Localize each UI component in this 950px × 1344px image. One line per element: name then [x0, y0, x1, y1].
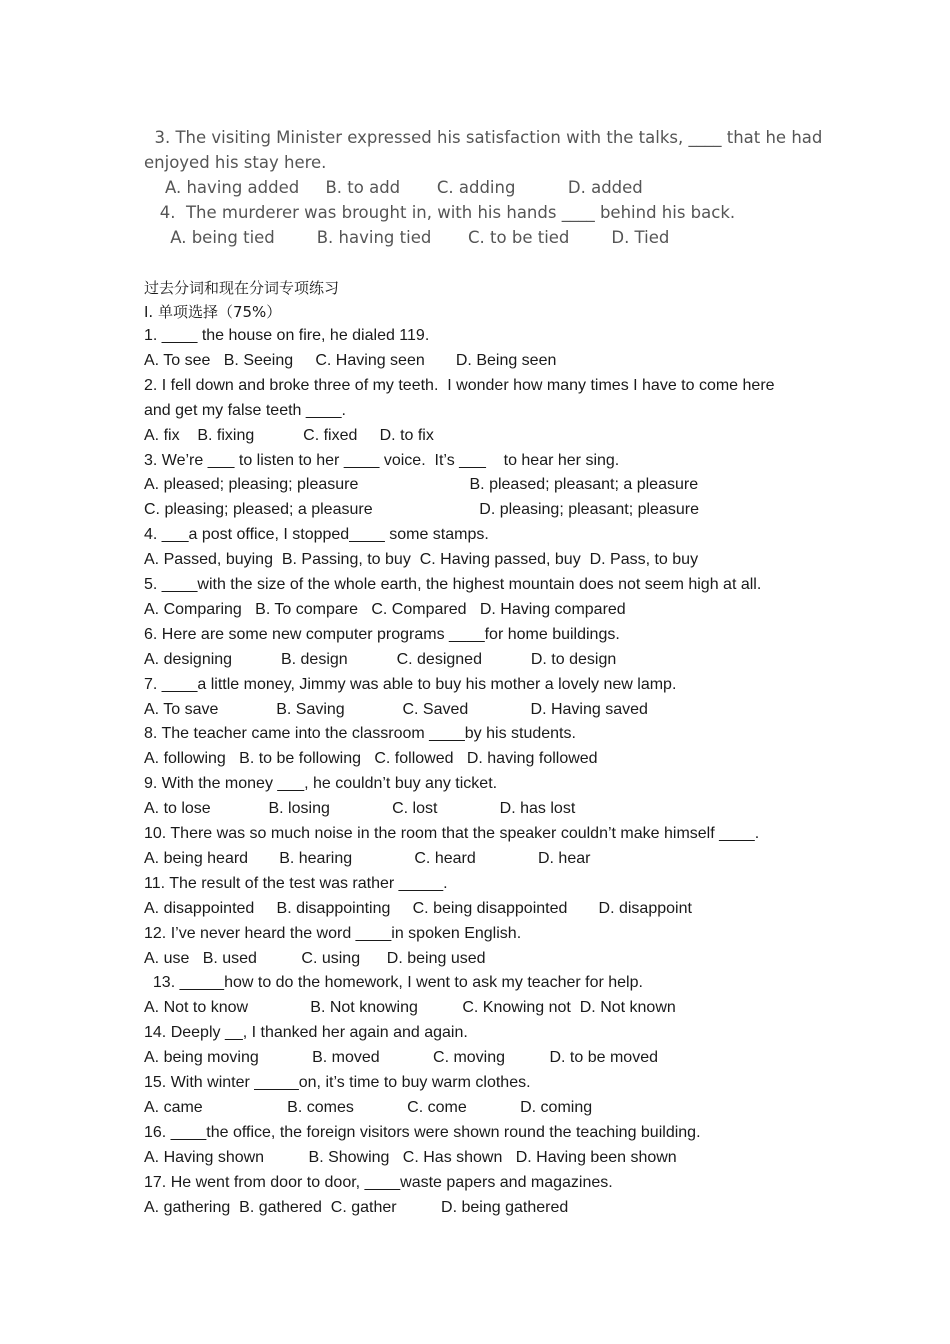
exercise-line: A. use B. used C. using D. being used	[144, 949, 486, 967]
exercise-line: 15. With winter _____on, it’s time to buy warm clothes.	[144, 1074, 531, 1091]
exercise-line: 12. I’ve never heard the word ____in spoken English.	[144, 924, 522, 942]
exercise-line: A. to lose B. losing C. lost D. has lost	[144, 800, 576, 818]
section-subtitle: I. 单项选择（75%）	[144, 303, 282, 321]
exercise-line: 9. With the money ___, he couldn’t buy any ticket.	[144, 775, 498, 793]
question-3-options: A. having added B. to add C. adding D. added	[144, 178, 643, 197]
question-3-stem: 3. The visiting Minister expressed his satisfaction with the talks, ____ that he had	[144, 128, 823, 147]
exercise-line: 7. ____a little money, Jimmy was able to buy his mother a lovely new lamp.	[144, 675, 677, 693]
exercise-line: A. pleased; pleasing; pleasure B. pleased; pleasant; a pleasure	[144, 476, 699, 494]
exercise-line: A. following B. to be following C. followed D. having followed	[144, 750, 598, 768]
exercise-line: 3. We’re ___ to listen to her ____ voice. It’s ___ to hear her sing.	[144, 451, 620, 469]
exercise-line: A. Passed, buying B. Passing, to buy C. Having passed, buy D. Pass, to buy	[144, 551, 699, 569]
exercise-line: A. To see B. Seeing C. Having seen D. Being seen	[144, 351, 557, 369]
question-4-stem: 4. The murderer was brought in, with his hands ____ behind his back.	[144, 203, 736, 222]
exercise-line: A. disappointed B. disappointing C. being disappointed D. disappoint	[144, 899, 692, 917]
exercise-line: A. fix B. fixing C. fixed D. to fix	[144, 426, 434, 444]
exercise-line: A. Comparing B. To compare C. Compared D. Having compared	[144, 600, 626, 618]
exercise-line: 16. ____the office, the foreign visitors were shown round the teaching building.	[144, 1123, 701, 1141]
exercise-line: A. Having shown B. Showing C. Has shown D. Having been shown	[144, 1148, 677, 1166]
exercise-line: 17. He went from door to door, ____waste papers and magazines.	[144, 1173, 613, 1191]
exercise-line: A. being moving B. moved C. moving D. to be moved	[144, 1049, 658, 1067]
exercise-line: 14. Deeply __, I thanked her again and again.	[144, 1024, 468, 1042]
exercise-line: A. came B. comes C. come D. coming	[144, 1098, 593, 1116]
exercise-line: C. pleasing; pleased; a pleasure D. pleasing; pleasant; pleasure	[144, 501, 699, 519]
question-4-options: A. being tied B. having tied C. to be tied D. Tied	[144, 228, 670, 247]
question-3-stem-continued: enjoyed his stay here.	[144, 153, 327, 172]
section-title: 过去分词和现在分词专项练习	[144, 279, 340, 297]
exercise-line: 1. ____ the house on fire, he dialed 119.	[144, 327, 430, 344]
exercise-line: A. designing B. design C. designed D. to design	[144, 650, 617, 668]
exercise-line: 4. ___a post office, I stopped____ some stamps.	[144, 526, 489, 544]
exercise-line: A. gathering B. gathered C. gather D. being gathered	[144, 1198, 569, 1216]
exercise-line: 10. There was so much noise in the room that the speaker couldn’t make himself ____.	[144, 825, 760, 842]
exercise-line: A. Not to know B. Not knowing C. Knowing not D. Not known	[144, 999, 676, 1017]
exercise-line: 13. _____how to do the homework, I went to ask my teacher for help.	[144, 974, 643, 992]
exercise-line: 11. The result of the test was rather _____.	[144, 874, 448, 892]
exercise-line: 2. I fell down and broke three of my teeth. I wonder how many times I have to come here	[144, 376, 775, 394]
exercise-line: 6. Here are some new computer programs ____for home buildings.	[144, 625, 620, 643]
exercise-line: A. being heard B. hearing C. heard D. hear	[144, 849, 591, 867]
exercise-line: A. To save B. Saving C. Saved D. Having saved	[144, 700, 648, 718]
exercise-line: 8. The teacher came into the classroom ____by his students.	[144, 725, 576, 743]
exercise-line: 5. ____with the size of the whole earth, the highest mountain does not seem high at all.	[144, 576, 762, 593]
exercise-line: and get my false teeth ____.	[144, 401, 346, 419]
